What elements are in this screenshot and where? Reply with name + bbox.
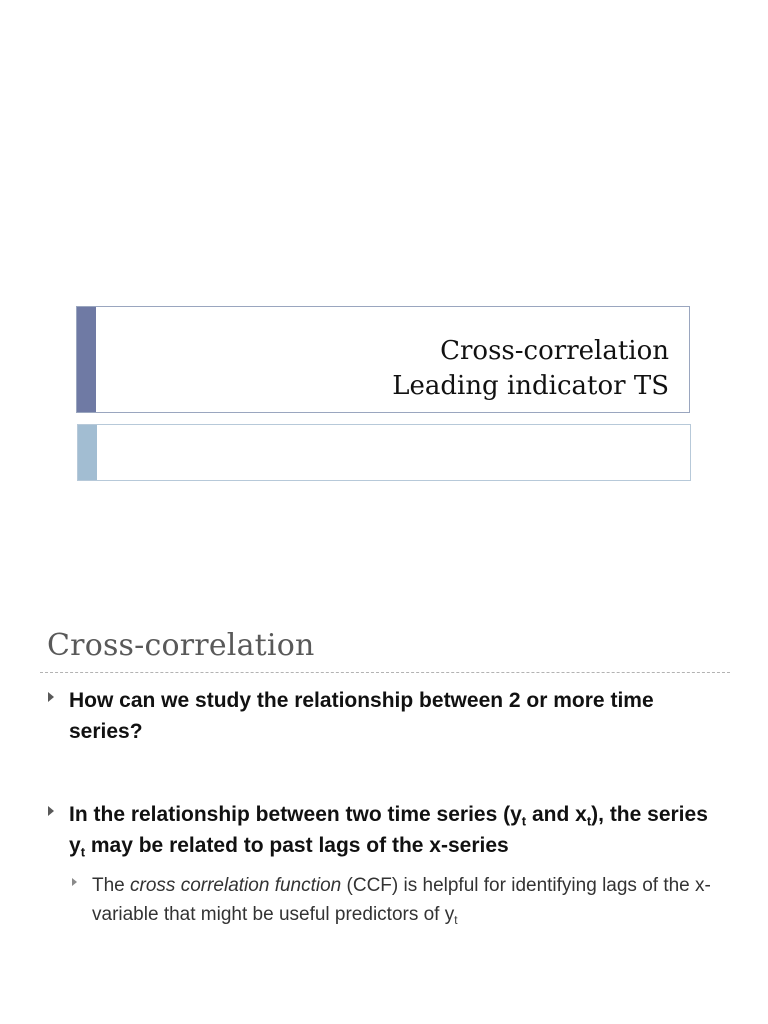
bullet-arrow-icon: [48, 692, 54, 702]
bullet-2: [48, 799, 708, 861]
ccf-term: cross correlation function: [130, 875, 342, 896]
bullet-arrow-icon: [48, 806, 54, 816]
title-box: [76, 306, 690, 413]
subbullet-arrow-icon: [72, 878, 77, 886]
slide-title-line2: Leading indicator TS: [392, 371, 669, 401]
title-accent-bar: [77, 307, 96, 412]
slide-title-line1: Cross-correlation: [440, 336, 669, 366]
bullet-1: [48, 685, 708, 747]
subtitle-accent-bar: [78, 425, 97, 480]
bullet-1-text: How can we study the relationship between 2 or more time series?: [69, 689, 654, 743]
bullet-2-text: In the relationship between two time series ($y_t$ and $x_t$), the series $y_t$ may be related to past lags of the x-series: [69, 803, 708, 860]
subtitle-box: [77, 424, 691, 481]
section-heading: Cross-correlation: [47, 628, 315, 663]
slide-title: [392, 334, 669, 404]
subbullet-ccf: [72, 871, 722, 929]
subbullet-text: The cross correlation function (CCF) is helpful for identifying lags of the x-variable that might be useful predictors of $y_t$: [92, 875, 711, 928]
heading-divider: [40, 672, 730, 673]
